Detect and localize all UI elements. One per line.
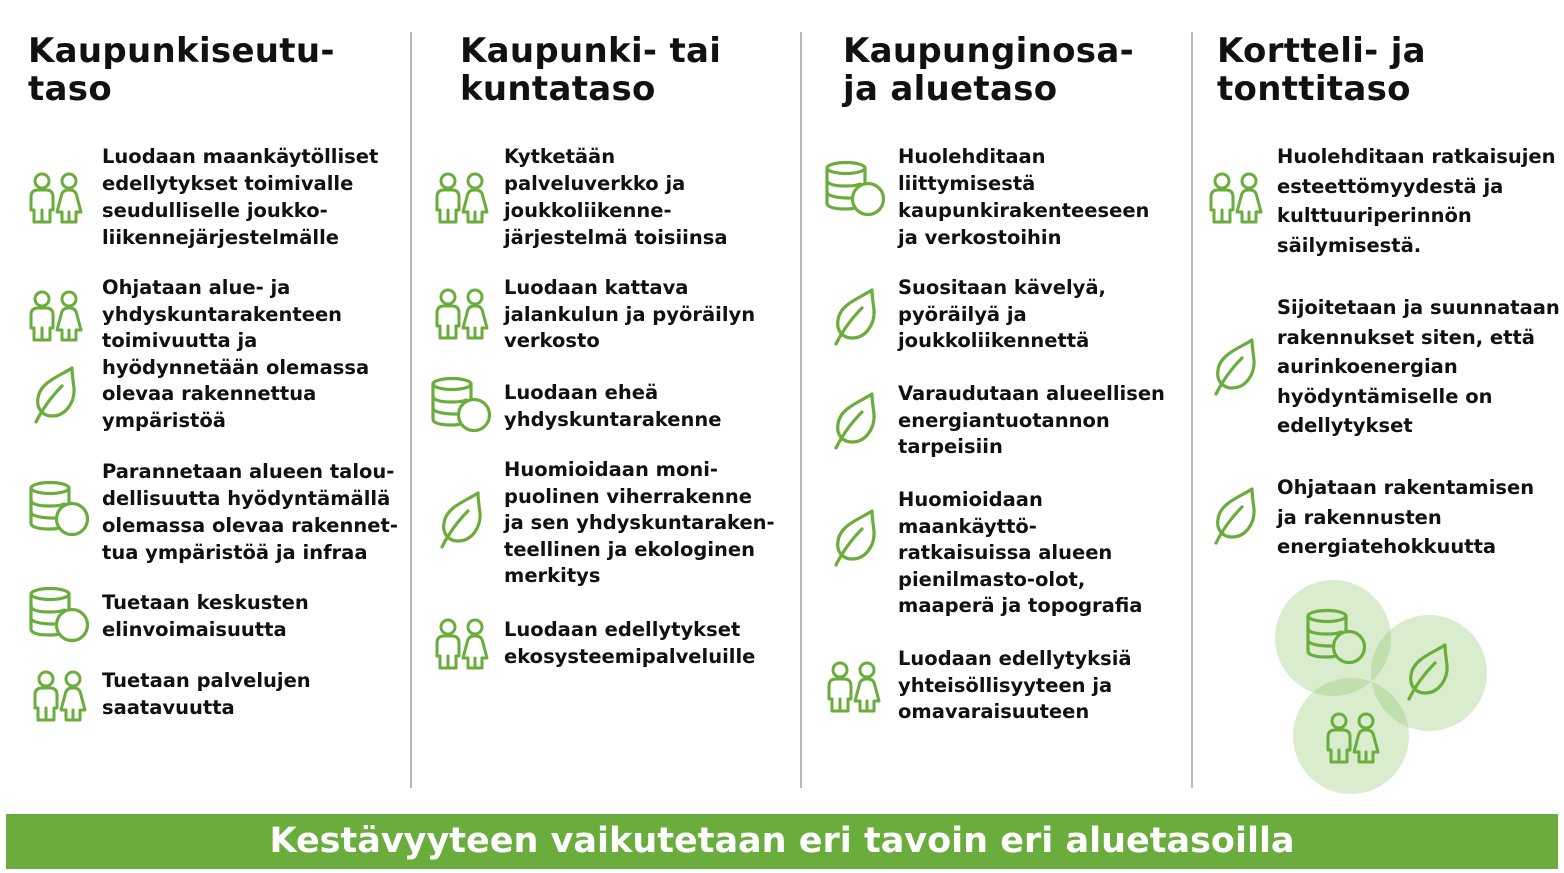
column-2-title-line: Kaupunki- tai [460,31,722,71]
people-icon [1208,172,1264,224]
text-line: elinvoimaisuutta [102,618,287,641]
bottom-banner: Kestävyyteen vaikutetaan eri tavoin eri aluetasoilla [6,814,1558,869]
column-1-title-line: taso [28,69,112,109]
column-1-title [28,32,335,108]
leaf-icon [1212,338,1258,396]
text-line: tarpeisiin [898,435,1003,458]
text-line: merkitys [504,564,601,587]
text-line: liittymisestä [898,172,1036,195]
text-line: kaupunkirakenteeseen [898,199,1150,222]
text-line: yhdyskuntarakenne [504,408,722,431]
column-4-title [1217,32,1426,108]
column-3-item-3-text [898,381,1165,461]
leaf-icon [438,491,484,549]
text-line: ekosysteemipalveluille [504,645,756,668]
column-1-item-2-text [102,275,369,434]
text-line: maankäyttö- [898,514,1037,538]
text-line: edellytykset [1277,414,1413,437]
text-line: maaperä ja topografia [898,594,1143,617]
text-line: joukkoliikenne- [504,199,672,222]
text-line: ympäristöä [102,408,226,432]
text-line: joukkoliikennettä [898,329,1090,352]
coins-icon [1305,609,1367,665]
text-line: ja rakennusten [1277,505,1442,529]
text-line: ratkaisuissa alueen [898,541,1113,564]
column-1-title-line: Kaupunkiseutu- [28,31,335,71]
text-line: Huolehditaan ratkaisujen [1277,145,1556,168]
leaf-icon [32,366,78,424]
column-2-item-5-text [504,616,755,670]
column-3-item-2-text [898,275,1106,355]
column-3-item-5-text [898,646,1132,726]
coins-icon [824,161,886,217]
text-line: säilymisestä. [1277,233,1422,257]
text-line: pienilmasto-olot, [898,567,1086,591]
people-icon [28,290,84,342]
text-line: omavaraisuuteen [898,700,1090,723]
text-line: Huomioidaan moni- [504,458,719,481]
leaf-icon [832,509,878,567]
leaf-icon [1212,487,1258,545]
text-line: Huomioidaan [898,488,1043,511]
text-line: Tuetaan palvelujen [102,669,311,692]
text-line: jalankulun ja pyöräilyn [504,302,756,326]
text-line: dellisuutta hyödyntämällä [102,487,391,510]
text-line: Huolehditaan [898,145,1046,168]
text-line: Luodaan kattava [504,276,689,299]
text-line: aurinkoenergian [1277,355,1458,378]
column-2-item-3-text [504,379,722,433]
column-1-item-3-text [102,458,398,566]
text-line: yhteisöllisyyteen ja [898,673,1113,697]
column-2-item-4-text [504,457,775,590]
people-icon [434,288,490,340]
text-line: toimivuutta ja [102,329,258,352]
column-1-item-4-text [102,589,309,643]
column-divider [1191,32,1193,788]
text-line: Luodaan maankäytölliset [102,145,379,168]
text-line: puolinen viherrakenne [504,484,752,508]
text-line: Ohjataan rakentamisen [1277,476,1535,499]
text-line: yhdyskuntarakenteen [102,302,343,326]
coins-icon [28,481,90,537]
text-line: Luodaan edellytyksiä [898,647,1132,670]
leaf-icon [832,392,878,450]
column-2-title-line: kuntataso [460,69,656,109]
text-line: liikennejärjestelmälle [102,226,339,249]
people-icon [28,172,84,224]
people-icon [32,670,88,722]
text-line: olemassa olevaa rakennet- [102,514,398,537]
text-line: hyödyntämiselle on [1277,384,1493,408]
text-line: Varaudutaan alueellisen [898,382,1165,405]
column-4-item-1-text [1277,142,1556,260]
text-line: ja sen yhdyskuntaraken- [504,511,775,534]
text-line: edellytykset toimivalle [102,172,354,195]
text-line: kulttuuriperinnön [1277,204,1472,227]
column-1-item-5-text [102,667,311,721]
column-4-title-line: tonttitaso [1217,69,1411,109]
coins-icon [430,377,492,433]
column-divider [800,32,802,788]
column-4-item-2-text [1277,293,1560,441]
text-line: tua ympäristöä ja infraa [102,541,368,564]
text-line: Ohjataan alue- ja [102,276,291,299]
text-line: verkosto [504,329,600,352]
text-line: Luodaan eheä [504,381,659,404]
text-line: Luodaan edellytykset [504,618,741,641]
text-line: Sijoitetaan ja suunnataan [1277,296,1560,319]
text-line: energiatehokkuutta [1277,535,1497,558]
column-4-title-line: Kortteli- ja [1217,31,1426,71]
coins-icon [28,587,90,643]
text-line: teellinen ja ekologinen [504,537,756,561]
column-2-title [460,32,721,108]
text-line: seudulliselle joukko- [102,199,328,222]
column-divider [410,32,412,788]
text-line: energiantuotannon [898,408,1110,432]
text-line: Parannetaan alueen talou- [102,460,395,483]
people-icon [826,661,882,713]
text-line: palveluverkko ja [504,172,686,195]
text-line: esteettömyydestä ja [1277,174,1504,198]
column-3-item-1-text [898,143,1149,251]
column-3-title [843,32,1134,108]
people-icon [434,618,490,670]
text-line: saatavuutta [102,696,235,719]
people-icon [1325,712,1381,764]
text-line: ja verkostoihin [898,226,1062,249]
text-line: pyöräilyä ja [898,302,1027,326]
column-4-item-3-text [1277,473,1534,562]
text-line: järjestelmä toisiinsa [504,226,728,249]
column-2-item-2-text [504,275,755,355]
column-3-title-line: Kaupunginosa- [843,31,1134,71]
text-line: Suositaan kävelyä, [898,276,1106,299]
text-line: hyödynnetään olemassa [102,355,370,379]
people-icon [434,172,490,224]
text-line: rakennukset siten, että [1277,325,1535,349]
text-line: Kytketään [504,145,616,168]
column-1-item-1-text [102,143,378,251]
column-2-item-1-text [504,143,728,251]
leaf-icon [832,288,878,346]
column-3-title-line: ja aluetaso [843,69,1058,109]
text-line: olevaa rakennettua [102,382,317,405]
column-3-item-4-text [898,487,1142,620]
leaf-icon [1405,643,1451,701]
text-line: Tuetaan keskusten [102,591,309,614]
